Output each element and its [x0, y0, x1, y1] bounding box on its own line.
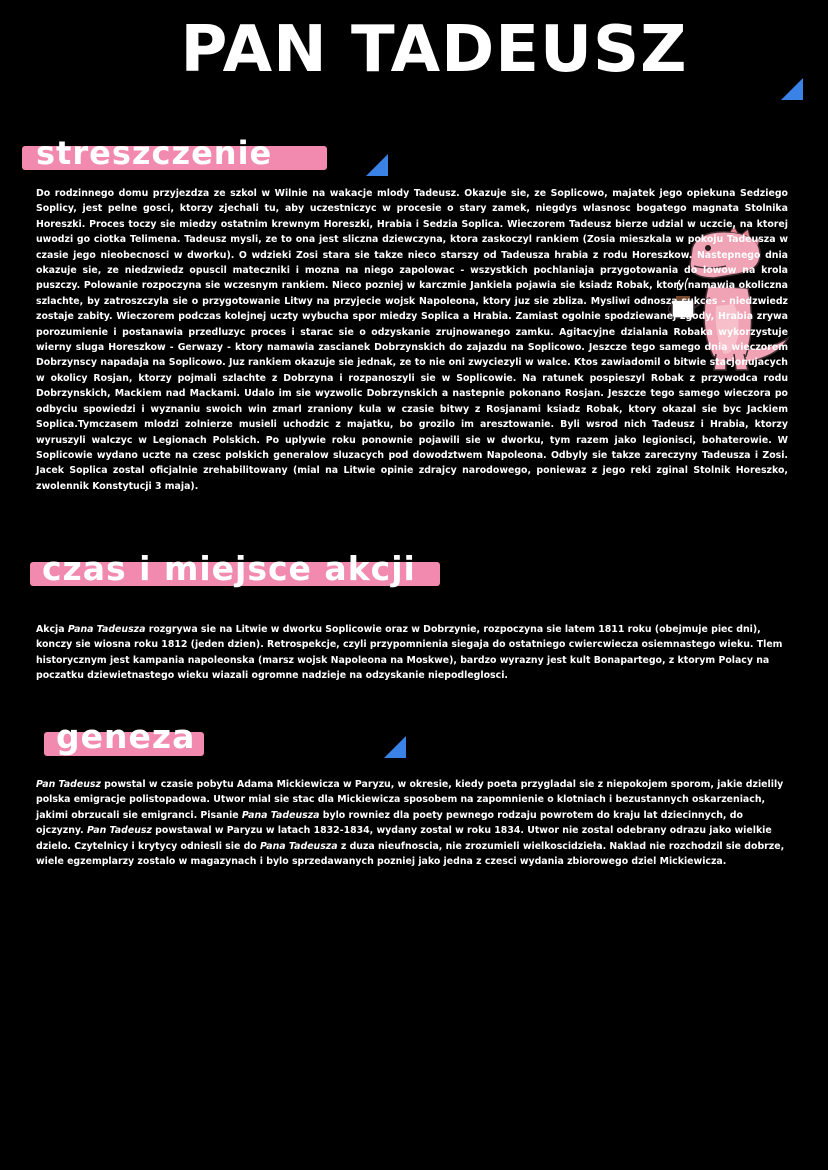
section-heading-streszczenie: [22, 134, 332, 172]
geneza-italic: Pana Tadeusza: [241, 809, 320, 821]
czas-title-italic: Pana Tadeusza: [67, 624, 146, 635]
page-title: PAN TADEUSZ: [180, 13, 688, 87]
geneza-text-part: powstal w czasie pobytu Adama Mickiewicza w Paryzu, w okresie, kiedy poeta przygladal sie z niepokojem sporom, jakie dzielily polska emigracje polistopadowa. Utwor mial sie stac dla Mickiewicza sposobem na zapomnienie o klotniach i bezustannych oskarzeniach, jakimi obrzucali sie emigranci. Pisanie: [36, 779, 784, 821]
geneza-text: [36, 777, 788, 869]
triangle-decoration-icon: [366, 154, 388, 176]
section-heading-czas-i-miejsce: [30, 549, 440, 588]
geneza-italic: Pan Tadeusz: [86, 825, 152, 837]
geneza-text-part: powstawal w Paryzu w latach 1832-1834, wydany zostal w roku 1834. Utwor nie zostal odebrany odrazu jako wielkie dzielo. Czytelnicy i krytycy odniesli sie do: [36, 825, 772, 852]
czas-text-part: rozgrywa sie na Litwie w dworku Soplicowie oraz w Dobrzynie, rozpoczyna sie latem 1811 roku (obejmuje piec dni), konczy sie wiosna roku 1812 (jeden dzien). Retrospekcje, czyli przypomnienia siegaja do ostatniego cwiercwiecza osiemnastego wieku. Tlem historycznym jest kampania napoleonska (marsz wojsk Napoleona na Moskwe), bardzo wyrazny jest kult Bonapartego, z ktorym Polacy na poczatku dziewietnastego wieku wiazali ogromne nadzieje na odzyskanie niepodleglosci.: [36, 624, 783, 682]
section-heading-geneza: [44, 717, 214, 758]
heading-label: czas i miejsce akcji: [42, 549, 416, 588]
czas-text-part: Akcja: [36, 624, 68, 635]
geneza-text-part: z duza nieufnoscia, nie zrozumieli wielkoscidzieła. Naklad nie rozchodzil sie dobrze, wiele egzemplarzy zostalo w magazynach i bylo sprzedawanych pozniej jako jedna z czesci wydania zbiorowego dziel Mickiewicza.: [36, 840, 785, 868]
czas-text: [36, 622, 788, 684]
geneza-italic: Pana Tadeusza: [260, 840, 338, 852]
heading-label: geneza: [56, 717, 196, 756]
geneza-italic: Pan Tadeusz: [36, 779, 101, 790]
heading-label: streszczenie: [36, 134, 273, 172]
streszczenie-text: Do rodzinnego domu przyjezdza ze szkol w Wilnie na wakacje mlody Tadeusz. Okazuje sie, ze Soplicowo, majatek jego opiekuna Sedziego Soplicy, jest pelne gosci, ktorzy zjechali tu, aby uczestniczyc w procesie o stary zamek, niegdys wlasnosc bogatego magnata Stolnika Horeszki. Proces toczy sie miedzy ostatnim krewnym Horeszki, Hrabia i Sedzia Soplica. Wieczorem Tadeusz bierze udzial w uczcie, na ktorej uwodzi go ciotka Telimena. Tadeusz mysli, ze to ona jest sliczna dziewczyna, ktora zaskoczyl rankiem (Zosia mieszkala w pokoju Tadeusza w czasie jego nieobecnosci w dworku). O wdzieki Zosi stara sie takze nieco starszy od Tadeusza hrabia z rodu Horeszkow. Nastepnego dnia okazuje sie, ze niedzwiedz opuscil mateczniki i mozna na niego zapolowac - wszystkich pochlaniaja przygotowania do lowow na krola puszczy. Polowanie rozpoczyna sie wczesnym rankiem. Nieco pozniej w karczmie Jankiela pojawia sie ksiadz Robak, ktory namawia okoliczna szlachte, by zatroszczyla sie o przygotowanie Litwy na przyjecie wojsk Napoleona, ktory juz sie zbliza. Mysliwi odnosza sukces - niedzwiedz zostaje zabity. Wieczorem podczas kolejnej uczty wybucha spor miedzy Soplica a Hrabia. Zamiast ogolnie spodziewanej zgody, Hrabia zrywa porozumienie i postanawia przedluzyc proces i starac sie o odzyskanie zrujnowanego zamku. Agitacyjne dzialania Robaka wykorzystuje wierny sluga Horeszkow - Gerwazy - ktory namawia zascianek Dobrzynskich do zajazdu na Soplicowo. Jeszcze tego samego dnia wieczorem Dobrzynscy napadaja na Soplicowo. Juz rankiem okazuje sie jednak, ze to nie oni zwyciezyli w walce. Ktos zawiadomil o bitwie stacjonujacych w okolicy Rosjan, ktorzy pojmali szlachte z Dobrzyna i rozpanoszyli sie w Soplicowie. Na ratunek pospieszyl Robak z przywodca rodu Dobrzynskich, Mackiem nad Mackami. Udalo im sie wyzwolic Dobrzynskich a nastepnie pokonano Rosjan. Jeszcze tego samego wieczora po odbyciu spowiedzi i wyznaniu swoich win zmarl zraniony kula w czasie bitwy z Rosjanami ksiadz Robak, ktory okazal sie byc Jackiem Soplica.Tymczasem mlodzi zolnierze musieli uchodzic z majatku, bo grozilo im aresztowanie. Byli wsrod nich Tadeusz i Hrabia, ktorzy wyruszyli walczyc w Legionach Polskich. Po uplywie roku ponownie pojawili sie w dworku, tym razem jako legionisci, bohaterowie. W Soplicowie wydano uczte na czesc polskich generalow sluzacych pod dowodztwem Napoleona. Odbyly sie takze zareczyny Tadeusza i Zosi. Jacek Soplica zostal oficjalnie zrehabilitowany (mial na Litwie opinie zdrajcy narodowego, poniewaz z jego reki zginal Stolnik Horeszko, zwolennik Konstytucji 3 maja).: [36, 188, 788, 492]
triangle-decoration-icon: [384, 736, 406, 758]
geneza-text-part: bylo rowniez dla poety pewnego rodzaju powrotem do kraju lat dziecinnych, do ojczyzny.: [36, 809, 743, 837]
triangle-decoration-icon: [781, 78, 803, 100]
